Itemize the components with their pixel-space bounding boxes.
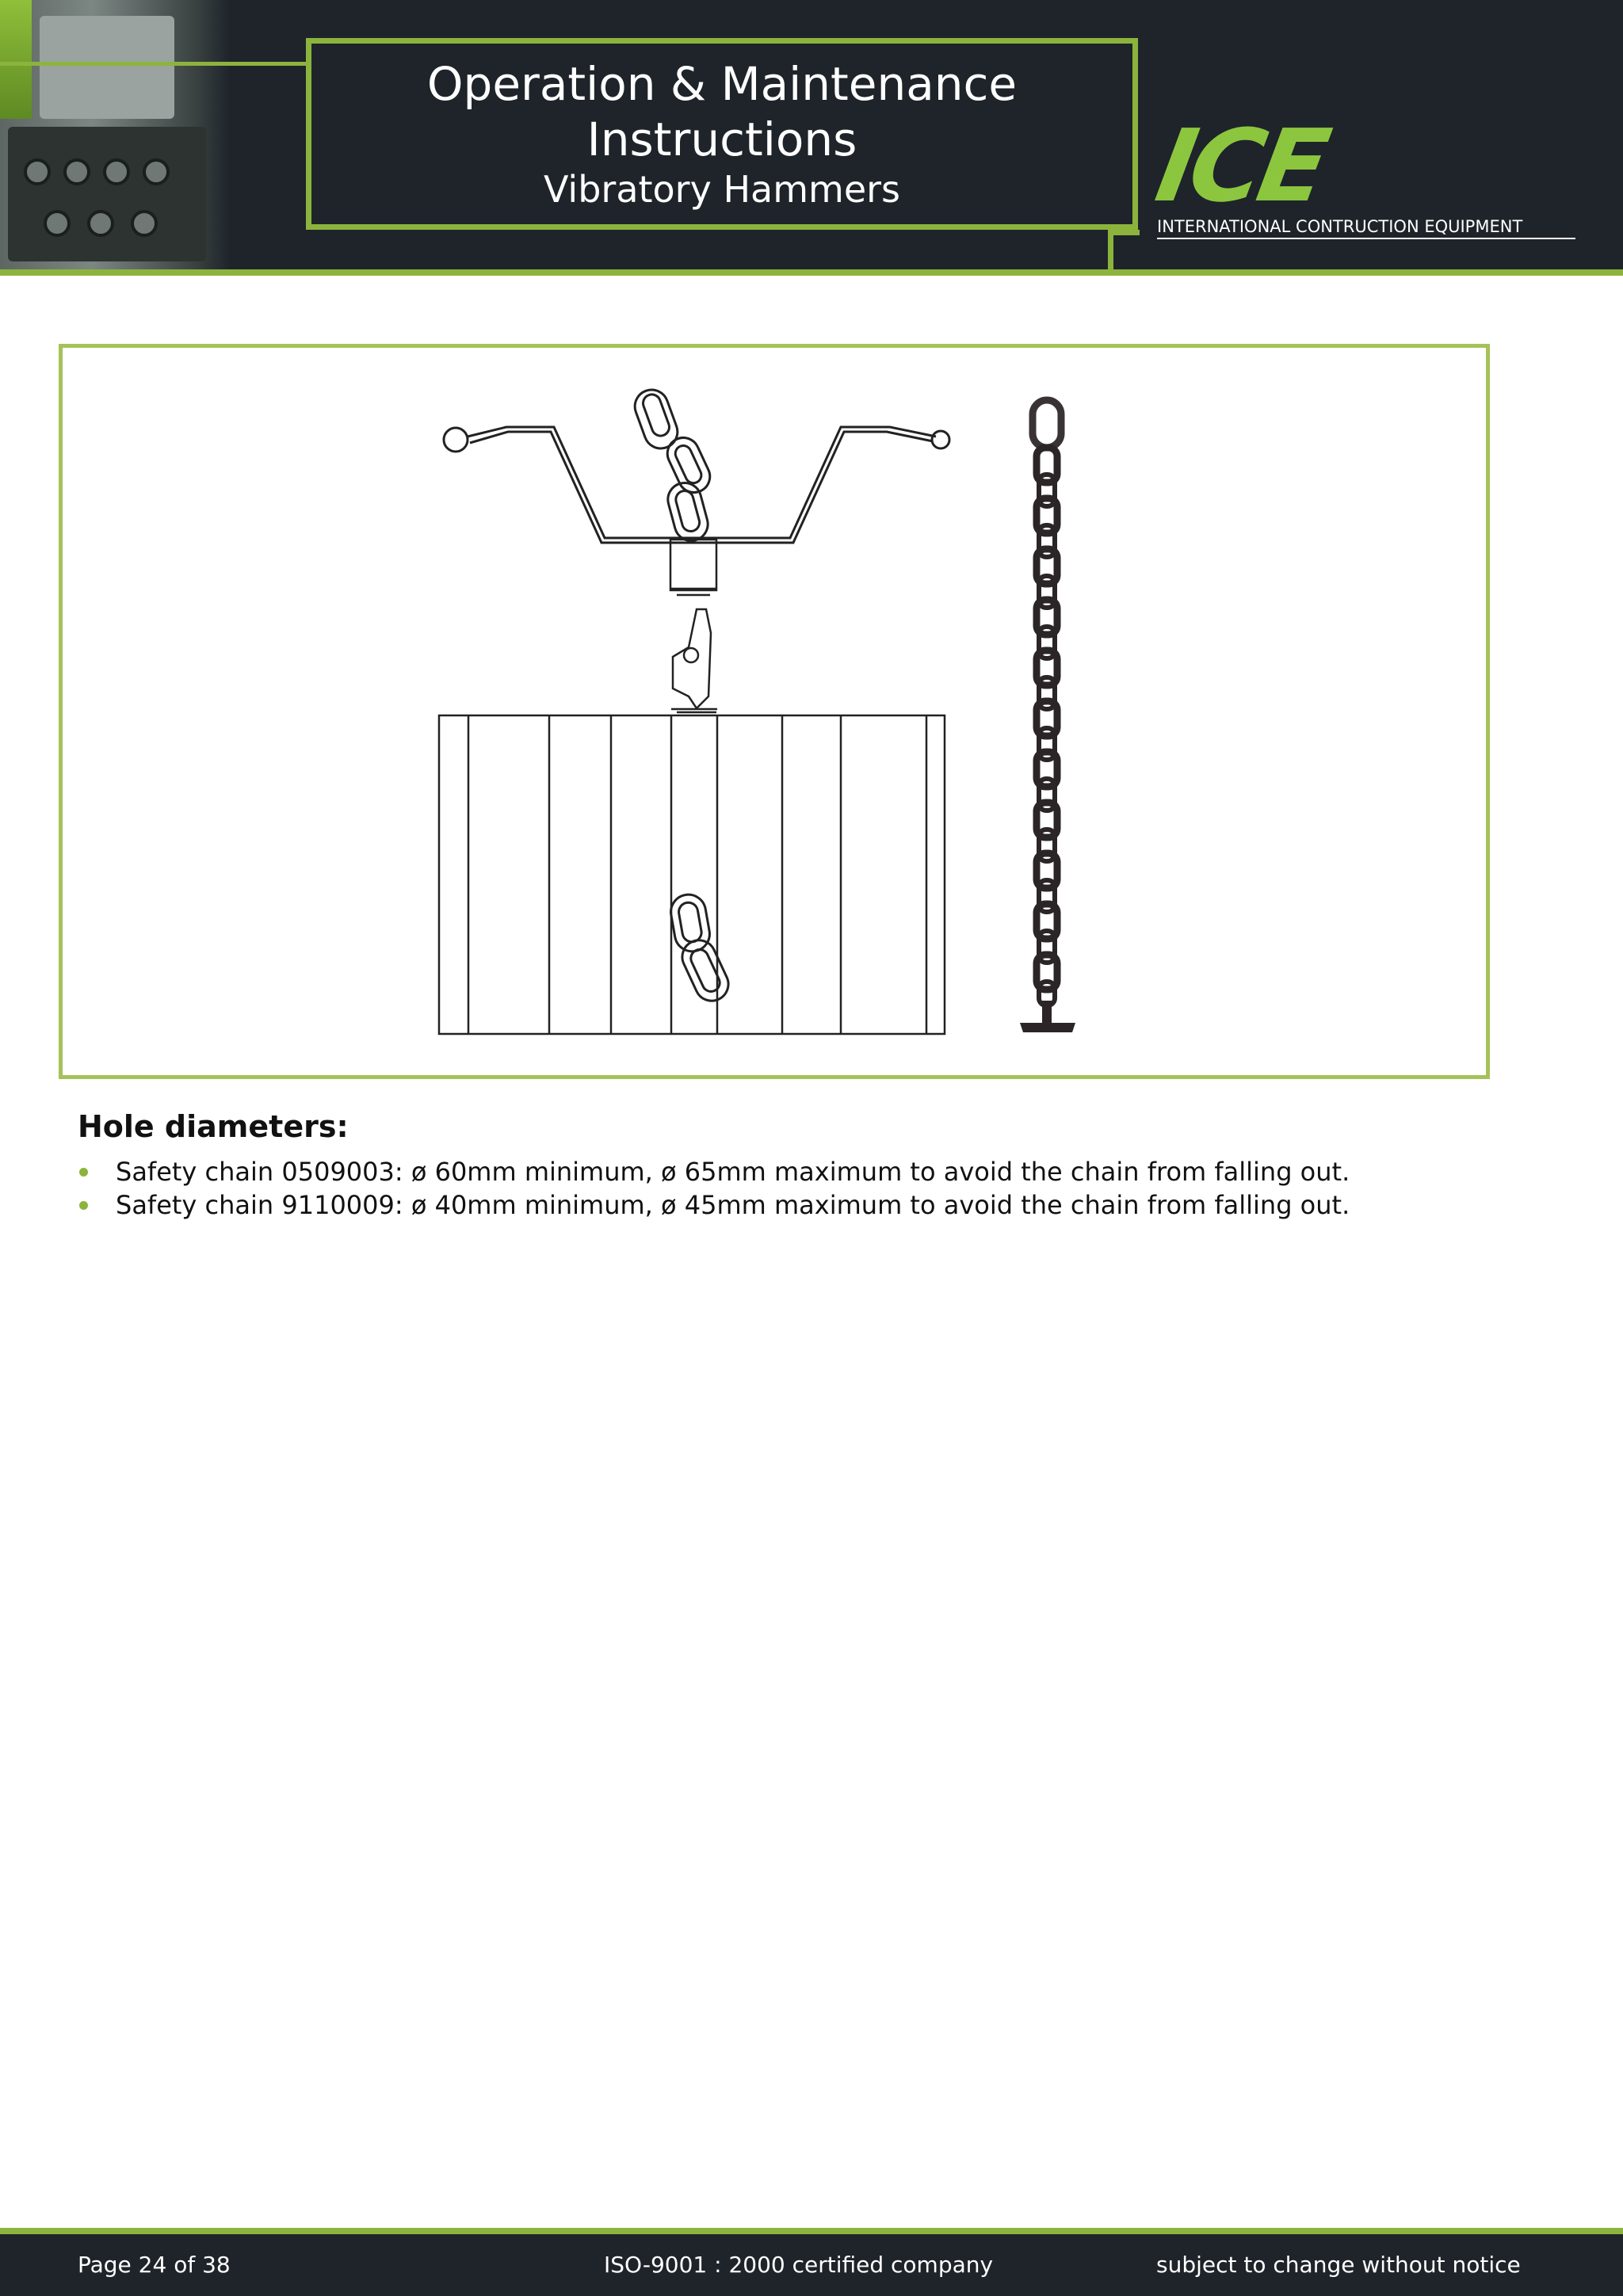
bullet-icon	[79, 1201, 88, 1210]
page-header	[0, 0, 1623, 269]
page-number: Page 24 of 38	[78, 2252, 231, 2278]
clamp-jaw-lower	[673, 609, 716, 712]
chain-outline-bottom	[668, 892, 734, 1006]
safety-chain-photo	[1020, 400, 1075, 1032]
page-footer	[0, 2234, 1623, 2296]
list-item	[78, 1155, 1488, 1188]
document-subtitle: Vibratory Hammers	[543, 168, 901, 211]
list-item-text: Safety chain 9110009: ø 40mm minimum, ø 45mm maximum to avoid the chain from falling out.	[116, 1190, 1350, 1220]
clamp-jaw-upper	[670, 540, 716, 595]
ice-logo: ICE	[1148, 108, 1334, 224]
logo-subtitle: INTERNATIONAL CONTRUCTION EQUIPMENT	[1157, 217, 1575, 239]
chain-outline-top	[630, 385, 715, 544]
hole-diameters-heading: Hole diameters:	[78, 1109, 349, 1144]
document-title-line2: Instructions	[586, 113, 857, 166]
list-item-text: Safety chain 0509003: ø 60mm minimum, ø 65mm maximum to avoid the chain from falling out.	[116, 1157, 1350, 1187]
notice-text: subject to change without notice	[1156, 2252, 1521, 2278]
pile-plate	[439, 709, 945, 1034]
safety-chain-figure	[59, 344, 1490, 1079]
document-title: Operation & Maintenance	[426, 57, 1018, 111]
header-machine-photo	[0, 0, 230, 269]
hole-diameters-list	[78, 1155, 1488, 1222]
chain-diagram	[63, 348, 1486, 1075]
certification-text: ISO-9001 : 2000 certified company	[604, 2252, 994, 2278]
bullet-icon	[79, 1168, 88, 1177]
header-title-box	[306, 38, 1138, 230]
list-item	[78, 1188, 1488, 1222]
